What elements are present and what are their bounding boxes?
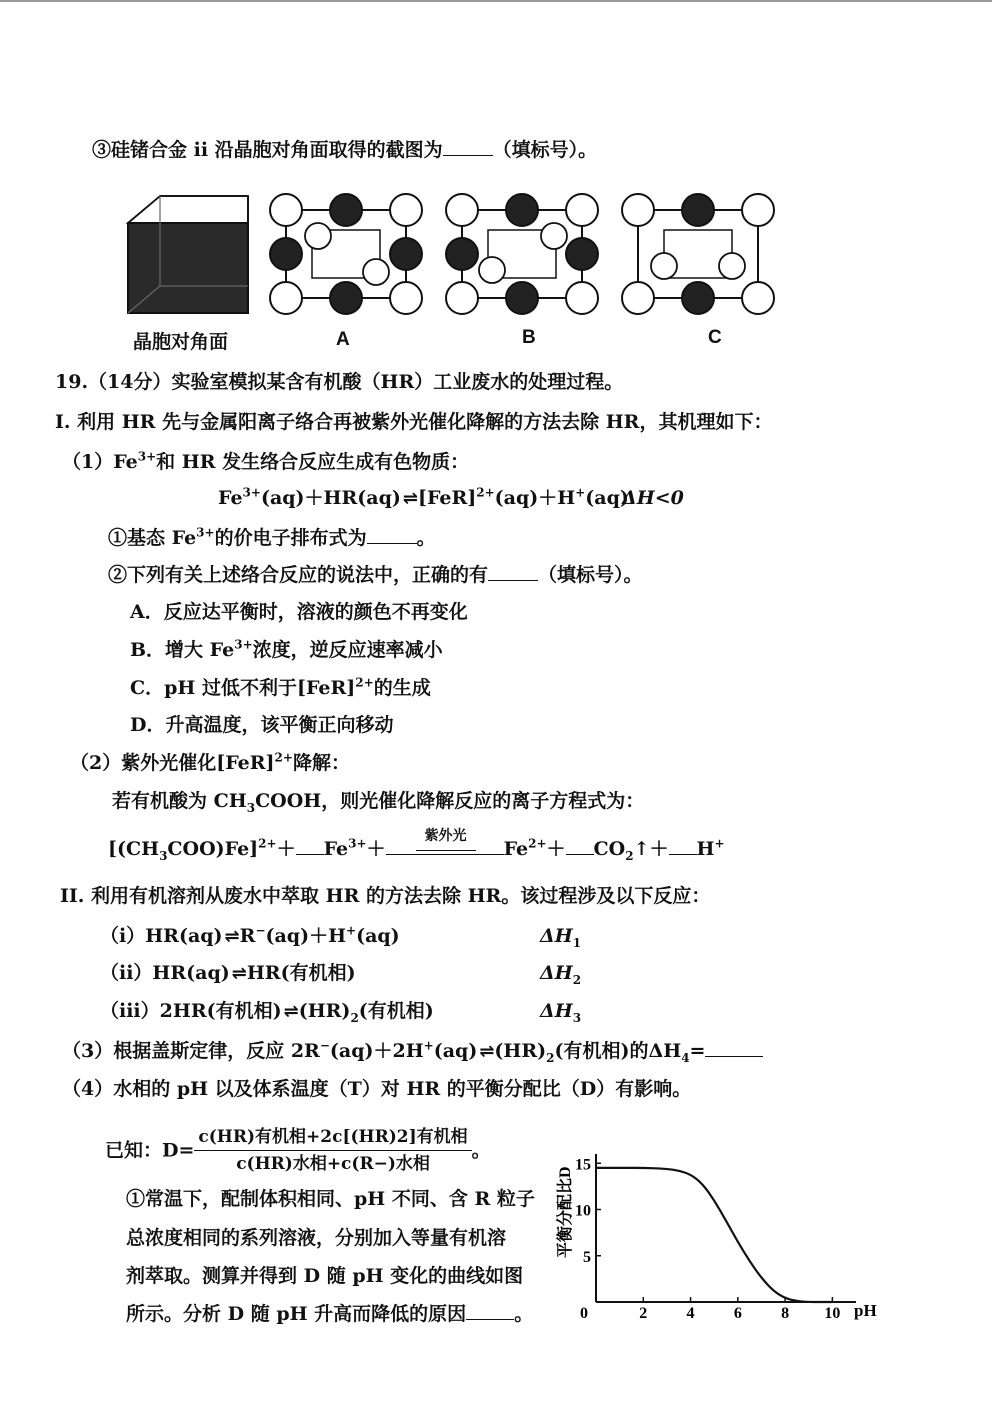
- series-line: [596, 1168, 832, 1302]
- fig-label-diagonal-plane: 晶胞对角面: [133, 332, 229, 353]
- page-top-border: [0, 0, 992, 2]
- x-tick-label: 2: [639, 1305, 648, 1322]
- x-tick-label: 4: [686, 1305, 695, 1322]
- option-b-figure: [446, 194, 598, 314]
- option-d: D．升高温度，该平衡正向移动: [130, 714, 394, 736]
- q19-part1-intro: I. 利用 HR 先与金属阳离子络合再被紫外光催化降解的方法去除 HR，其机理如下：: [55, 411, 773, 433]
- q19-sub4: （4）水相的 pH 以及体系温度（T）对 HR 的平衡分配比（D）有影响。: [62, 1078, 692, 1100]
- y-axis-label: 平衡分配比D: [557, 1166, 574, 1258]
- fraction-denominator: c(HR)水相+c(R−)水相: [236, 1154, 430, 1174]
- equilibrium-arrow-icon: ⇌: [283, 1001, 297, 1022]
- q19-sub2-intro: （2）紫外光催化[FeR]$^{2+}$降解：: [70, 750, 350, 774]
- answer-blank[interactable]: [466, 1319, 514, 1320]
- q19-4-item1-line3: 剂萃取。测算并得到 D 随 pH 变化的曲线如图: [126, 1265, 524, 1287]
- distribution-ratio-chart: [548, 1140, 884, 1330]
- q18-item3-text: ③硅锗合金 ii 沿晶胞对角面取得的截图为: [92, 139, 443, 161]
- q19-4-item1-line1: ①常温下，配制体积相同、pH 不同、含 R 粒子: [126, 1188, 535, 1210]
- answer-blank[interactable]: [488, 580, 538, 581]
- answer-blank[interactable]: [296, 854, 324, 855]
- crystal-figures: [120, 188, 790, 328]
- equation-photodegradation: $[(CH_3COO)Fe]^{2+}+ Fe^{3+}+$ 紫外光 $Fe^{2+}+$ $CO_2↑+ H^+$: [108, 828, 725, 863]
- answer-blank[interactable]: [443, 155, 493, 156]
- equilibrium-arrow-icon: ⇌: [224, 926, 238, 947]
- q18-item3: [92, 138, 597, 162]
- reaction-iii: （iii）2HR(有机相) ⇌ $(HR)_2$(有机相): [100, 1000, 434, 1025]
- q19-sub3: （3）根据盖斯定律，反应 2R−(aq)＋2H+(aq) ⇌ $(HR)_2$(有机相)的$\Delta H_4=$: [62, 1039, 763, 1064]
- q19-part2-intro: II. 利用有机溶剂从废水中萃取 HR 的方法去除 HR。该过程涉及以下反应：: [60, 885, 711, 907]
- q18-item3-suffix: （填标号）。: [492, 139, 598, 161]
- answer-blank[interactable]: [367, 543, 417, 544]
- q19-title: 19.（14分）实验室模拟某含有机酸（HR）工业废水的处理过程。: [55, 371, 624, 393]
- x-tick-label: 8: [781, 1305, 790, 1322]
- x-tick-label: 10: [824, 1305, 841, 1322]
- x-axis-label: pH: [854, 1301, 877, 1320]
- x-tick-label: 6: [733, 1305, 742, 1322]
- q19-4-item1-line4: 所示。分析 D 随 pH 升高而降低的原因 。: [126, 1303, 534, 1325]
- fig-label-b: B: [522, 327, 536, 348]
- y-tick-label: 15: [575, 1156, 591, 1174]
- q19-1-item1: ①基态 $Fe^{3+}$的价电子排布式为 。: [108, 525, 436, 549]
- option-a-figure: [270, 194, 422, 314]
- equilibrium-arrow-icon: ⇌: [402, 488, 416, 509]
- x-tick-label: 0: [580, 1305, 588, 1322]
- fraction-d: [194, 1124, 471, 1177]
- q19-4-item1-line2: 总浓度相同的系列溶液，分别加入等量有机溶: [126, 1227, 507, 1249]
- equation-complexation-dh: ΔH<0: [622, 487, 684, 509]
- equilibrium-arrow-icon: ⇌: [479, 1041, 493, 1062]
- y-tick-label: 5: [583, 1248, 591, 1266]
- answer-blank[interactable]: [566, 854, 594, 855]
- fraction-numerator: c(HR)有机相+2c[(HR)2]有机相: [194, 1124, 471, 1151]
- option-c-figure: [622, 194, 774, 314]
- fig-label-a: A: [336, 329, 350, 350]
- q19-sub2-line: 若有机酸为 $CH_3COOH$，则光催化降解反应的离子方程式为：: [112, 790, 645, 815]
- chart-ticks: [575, 1156, 840, 1322]
- equals-bar-icon: [416, 850, 476, 855]
- equilibrium-arrow-icon: ⇌: [231, 963, 245, 984]
- answer-blank[interactable]: [386, 854, 416, 855]
- answer-blank[interactable]: [476, 854, 504, 855]
- answer-blank[interactable]: [705, 1056, 763, 1057]
- chart-axes: [596, 1154, 856, 1302]
- option-b: B．增大 $Fe^{3+}$浓度，逆反应速率减小: [130, 637, 443, 661]
- reaction-ii: （ii）HR(aq) ⇌ HR(有机相): [100, 962, 356, 984]
- y-tick-label: 10: [575, 1202, 591, 1220]
- q19-sub1-intro: $(1)Fe^{3+}$和 HR 发生络合反应生成有色物质：: [62, 449, 470, 473]
- reaction-condition: 紫外光: [416, 840, 476, 855]
- reaction-i: （i）HR(aq) ⇌ R−(aq)＋H+(aq): [100, 923, 400, 947]
- fig-label-c: C: [708, 327, 722, 348]
- reaction-i-dh: $\Delta H_1$: [540, 925, 582, 950]
- equation-complexation: $Fe^{3+}(aq)+HR(aq)$ ⇌ [FeR]$^{2+}$(aq)＋H+(aq): [218, 485, 629, 509]
- unit-cell-diagonal-plane-figure: [128, 196, 248, 313]
- answer-blank[interactable]: [669, 854, 697, 855]
- formula-d: 已知：D= $\frac{\text{c(HR)有机相+2c[(HR)2]有机相}}{\text{c(HR)水相+c(R−)水相}}$ 。: [105, 1124, 491, 1177]
- option-a: A．反应达平衡时，溶液的颜色不再变化: [130, 601, 468, 623]
- reaction-ii-dh: $\Delta H_2$: [540, 962, 582, 987]
- option-c: C．pH 过低不利于[FeR]$^{2+}$的生成: [130, 675, 431, 699]
- reaction-iii-dh: $\Delta H_3$: [540, 1000, 582, 1025]
- q19-1-item2: ②下列有关上述络合反应的说法中，正确的有 （填标号）。: [108, 564, 643, 586]
